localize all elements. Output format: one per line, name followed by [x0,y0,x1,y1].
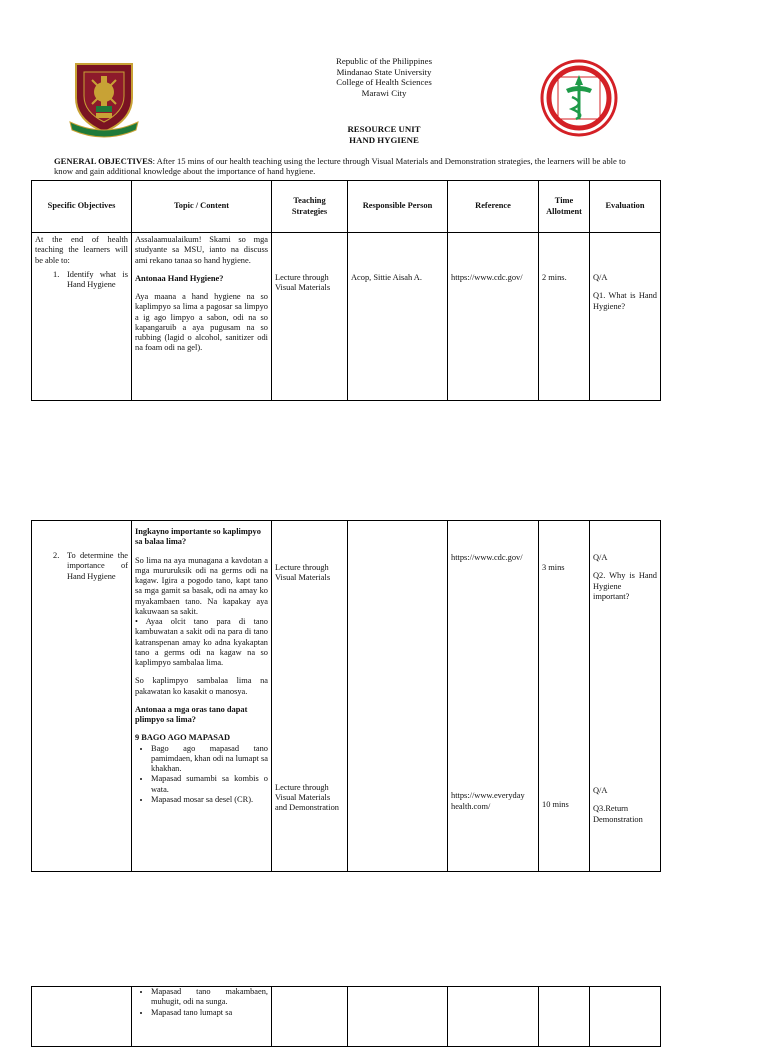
cell-evaluation [590,521,661,872]
resource-table-part-3 [31,986,661,1047]
header-reference: Reference [448,181,539,233]
msu-seal-logo [64,58,144,138]
content-bullet-list [135,987,268,1018]
header-responsible-person: Responsible Person [348,181,448,233]
time-text: 3 mins [542,563,565,572]
content-paragraph: • Ayaa olcit tano para di tano kambuwatan a sakit odi na para di tano katranspenan amay ko adna kyakaptan tano a germs odi na kagaw na so kaplimpyo sambalaa lima. [135,617,268,667]
cell-content [132,987,272,1047]
objective-number: 1. [53,269,60,279]
header-line-city: Marawi City [361,87,407,98]
resource-table-part-1 [31,180,661,401]
header-evaluation: Evaluation [590,181,661,233]
cell-time [539,233,590,401]
cell-reference [448,233,539,401]
content-intro: Assalaamualaikum! Skami so mga studyante sa MSU, ianto na discuss ami rekano tanaa so hand hygiene. [135,235,268,265]
cell-evaluation [590,987,661,1047]
cell-reference [448,521,539,872]
reference-link: https://www.everyday health.com/ [451,791,525,811]
person-text: Acop, Sittie Aisah A. [351,273,422,282]
cell-content [132,233,272,401]
table-row [32,233,661,401]
shield-icon [64,58,144,138]
objective-item [35,270,128,291]
chs-logo [540,59,618,137]
objective-text: Identify what is Hand Hygiene [67,269,128,289]
content-heading: Antonaa a mga oras tano dapat plimpyo sa lima? [135,704,248,724]
general-objectives [54,156,634,177]
content-paragraph: So kaplimpyo sambalaa lima na pakawatan ko kasakit o manosya. [135,676,268,696]
time-text: 2 mins. [542,273,567,282]
cell-evaluation [590,233,661,401]
strategy-text: Lecture through Visual Materials [275,563,331,583]
cell-objective [32,987,132,1047]
cell-strategy [272,233,348,401]
header-line-university: Mindanao State University [336,66,432,77]
list-item: • Mapasad mosar sa desel (CR). [151,795,268,805]
cell-content [132,521,272,872]
content-body: Aya maana a hand hygiene na so kaplimpyo sa lima a pagosar sa limpyo a ig ago limpyo a sabon, odi na so kapangaruib a aya pugusam na so rubbing (lagid o alcohol, sanitizer odi na foam odi na gel). [135,292,268,353]
evaluation-question: Q1. What is Hand Hygiene? [593,291,657,311]
content-paragraph: So lima na aya munagana a kavdotan a mga mururuksik odi na germs odi na kagaw. Igira a pogodo tano, kapt tano sa mga gamit sa basak, odi na amay ko myakambaen tano. Na kapakay aya kakuwaan sa sakit. [135,555,268,616]
header-topic-content: Topic / Content [132,181,272,233]
general-objectives-text: : After 15 mins of our health teaching using the lecture through Visual Materials and Demonstration strategies, the learners will be able to know and gain additional knowledge about the importance of hand hygiene. [54,156,626,177]
objective-number: 2. [53,551,60,560]
evaluation-question: Q3.Return Demonstration [593,804,643,824]
table-header-row [32,181,661,233]
content-bullet-list [135,744,268,806]
cell-strategy [272,987,348,1047]
document-title: RESOURCE UNIT [347,124,421,134]
header-line-country: Republic of the Philippines [335,56,433,66]
document-title-block [284,124,484,145]
evaluation-question: Q2. Why is Hand Hygiene important? [593,571,657,601]
list-item: • Mapasad sumambi sa kombis o wata. [151,774,268,795]
evaluation-label: Q/A [593,273,608,282]
cell-strategy [272,521,348,872]
objective-intro: At the end of health teaching the learners will be able to: [35,235,128,265]
header-teaching-strategies: Teaching Strategies [272,181,348,233]
resource-table-part-2 [31,520,661,872]
header-time-allotment: Time Allotment [539,181,590,233]
general-objectives-label: GENERAL OBJECTIVES [54,156,153,166]
strategy-text: Lecture through Visual Materials and Demonstration [275,782,339,812]
cell-person [348,521,448,872]
list-item: • Mapasad tano makambaen, muhugit, odi na sunga. [151,987,268,1008]
objective-item [35,551,128,582]
cell-reference [448,987,539,1047]
content-heading: Antonaa Hand Hygiene? [135,273,224,283]
list-item: • Mapasad tano lumapt sa [151,1008,268,1018]
cell-time [539,987,590,1047]
cell-person [348,233,448,401]
reference-link: https://www.cdc.gov/ [451,273,523,282]
cell-objective [32,521,132,872]
strategy-text: Lecture through Visual Materials [275,273,331,293]
cell-objective [32,233,132,401]
evaluation-label: Q/A [593,786,608,795]
list-item: • Bago ago mapasad tano pamimdaen, khan odi na lumapt sa khakhan. [151,744,268,775]
caduceus-icon [540,59,618,137]
evaluation-label: Q/A [593,553,608,562]
header-line-college: College of Health Sciences [336,77,432,88]
table-row [32,987,661,1047]
reference-link: https://www.cdc.gov/ [451,553,523,562]
time-text: 10 mins [542,800,569,810]
cell-person [348,987,448,1047]
header-specific-objectives: Specific Objectives [32,181,132,233]
content-heading: 9 BAGO AGO MAPASAD [135,733,230,743]
content-heading: Ingkayno importante so kaplimpyo sa balaa lima? [135,527,261,547]
cell-time [539,521,590,872]
table-row [32,521,661,872]
objective-text: To determine the importance of Hand Hygiene [67,551,128,581]
document-subtitle: HAND HYGIENE [349,134,419,145]
document-header [284,56,484,98]
